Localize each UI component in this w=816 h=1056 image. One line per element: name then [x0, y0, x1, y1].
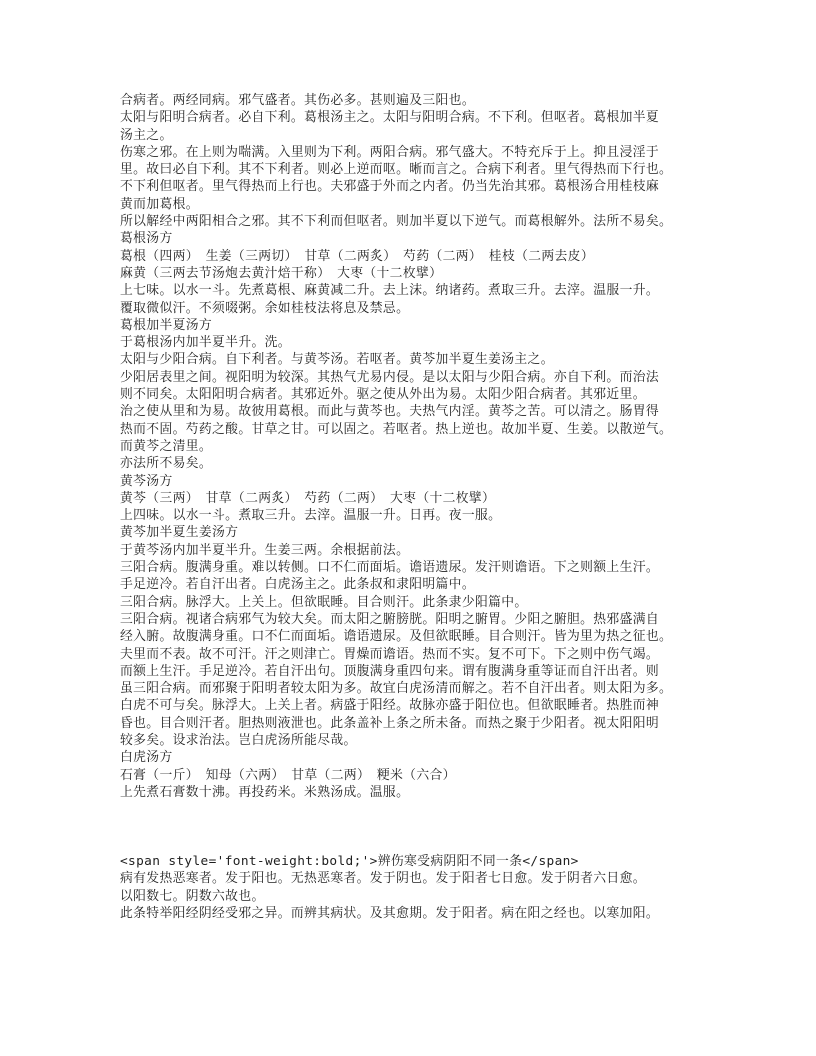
text-line: 黄芩（三两） 甘草（二两炙） 芍药（二两） 大枣（十二枚擘） — [120, 490, 496, 506]
text-line: 里。故曰必自下利。其不下利者。则必上逆而呕。晰而言之。合病下利者。里气得热而下行也。 — [120, 162, 673, 178]
text-line: 葛根加半夏汤方 — [120, 317, 213, 333]
text-line: 三阳合病。腹满身重。难以转侧。口不仁而面垢。谵语遗尿。发汗则谵语。下之则额上生汗。 — [120, 560, 660, 576]
text-line: 三阳合病。视诸合病邪气为较大矣。而太阳之腑膀胱。阳明之腑胃。少阳之腑胆。热邪盛满自 — [120, 611, 660, 627]
text-line: 以阳数七。阴数六故也。 — [120, 888, 265, 904]
text-line: 石膏（一斤） 知母（六两） 甘草（二两） 粳米（六合） — [120, 767, 456, 783]
text-line: 上四味。以水一斗。煮取三升。去滓。温服一升。日再。夜一服。 — [120, 508, 502, 524]
text-line: 上先煮石膏数十沸。再投药米。米熟汤成。温服。 — [120, 784, 410, 800]
text-line: 白虎不可与矣。脉浮大。上关上者。病盛于阳经。故脉亦盛于阳位也。但欲眠睡者。热胜而神 — [120, 698, 660, 714]
text-line: 不下利但呕者。里气得热而上行也。夫邪盛于外而之内者。仍当先治其邪。葛根汤合用桂枝麻 — [120, 179, 660, 195]
text-line: 汤主之。 — [120, 127, 173, 143]
text-line: 三阳合病。脉浮大。上关上。但欲眠睡。目合则汗。此条隶少阳篇中。 — [120, 594, 528, 610]
text-line: 覆取微似汗。不须啜粥。余如桂枝法将息及禁忌。 — [120, 300, 410, 316]
text-line: <span style='font-weight:bold;'>辨伤寒受病阴阳不同一条</span> — [120, 854, 579, 870]
text-line: 较多矣。设求治法。岂白虎汤所能尽哉。 — [120, 732, 357, 748]
text-line: 昏也。目合则汗者。胆热则液泄也。此条盖补上条之所未备。而热之聚于少阳者。视太阳阳明 — [120, 715, 660, 731]
text-line: 黄芩汤方 — [120, 473, 173, 489]
text-line: 治之使从里和为易。故彼用葛根。而此与黄芩也。夫热气内淫。黄芩之苦。可以清之。肠胃得 — [120, 404, 660, 420]
text-line: 葛根（四两） 生姜（三两切） 甘草（二两炙） 芍药（二两） 桂枝（二两去皮） — [120, 248, 594, 264]
document-page — [120, 92, 706, 922]
text-line: 手足逆冷。若自汗出者。白虎汤主之。此条叔和隶阳明篇中。 — [120, 577, 475, 593]
text-line: 亦法所不易矣。 — [120, 456, 213, 472]
text-line: 白虎汤方 — [120, 750, 173, 766]
text-line: 则不同矣。太阳阳明合病者。其邪近外。驱之使从外出为易。太阳少阳合病者。其邪近里。 — [120, 387, 646, 403]
text-line: 而黄芩之清里。 — [120, 438, 213, 454]
text-line: 于黄芩汤内加半夏半升。生姜三两。余根据前法。 — [120, 542, 410, 558]
text-line: 麻黄（三两去节汤炮去黄汁焙干称） 大枣（十二枚擘） — [120, 265, 443, 281]
text-line: 太阳与少阳合病。自下利者。与黄芩汤。若呕者。黄芩加半夏生姜汤主之。 — [120, 352, 554, 368]
text-line: 虽三阳合病。而邪聚于阳明者较太阳为多。故宜白虎汤清而解之。若不自汗出者。则太阳为多。 — [120, 681, 673, 697]
text-line: 于葛根汤内加半夏半升。洗。 — [120, 335, 291, 351]
text-line: 此条特举阳经阴经受邪之异。而辨其病状。及其愈期。发于阳者。病在阳之经也。以寒加阳。 — [120, 906, 660, 922]
text-line: 合病者。两经同病。邪气盛者。其伤必多。甚则遍及三阳也。 — [120, 93, 475, 108]
text-line: 而额上生汗。手足逆冷。若自汗出句。顶腹满身重四句来。谓有腹满身重等证而自汗出者。则 — [120, 663, 660, 679]
text-line: 太阳与阳明合病者。必自下利。葛根汤主之。太阳与阳明合病。不下利。但呕者。葛根加半夏 — [120, 110, 660, 126]
text-line: 伤寒之邪。在上则为喘满。入里则为下利。两阳合病。邪气盛大。不特充斥于上。抑且浸淫于 — [120, 144, 660, 160]
text-line: 黄而加葛根。 — [120, 196, 199, 212]
text-line: 所以解经中两阳相合之邪。其不下利而但呕者。则加半夏以下逆气。而葛根解外。法所不易矣。 — [120, 214, 673, 230]
text-line: 病有发热恶寒者。发于阳也。无热恶寒者。发于阴也。发于阳者七日愈。发于阴者六日愈。 — [120, 871, 646, 887]
text-line: 热而不固。芍药之酸。甘草之甘。可以固之。若呕者。热上逆也。故加半夏、生姜。以散逆气。 — [120, 421, 673, 437]
text-line: 少阳居表里之间。视阳明为较深。其热气尤易内侵。是以太阳与少阳合病。亦自下利。而治法 — [120, 369, 660, 385]
text-line: 经入腑。故腹满身重。口不仁而面垢。谵语遗尿。及但欲眠睡。目合则汗。皆为里为热之征也。 — [120, 629, 673, 645]
text-line: 黄芩加半夏生姜汤方 — [120, 525, 239, 541]
text-block-main — [120, 92, 706, 801]
section-gap — [120, 801, 706, 853]
text-line: 夫里而不表。故不可汗。汗之则津亡。胃燥而谵语。热而不实。复不可下。下之则中伤气竭。 — [120, 646, 660, 662]
text-line: 上七味。以水一斗。先煮葛根、麻黄减二升。去上沫。纳诸药。煮取三升。去滓。温服一升。 — [120, 283, 660, 299]
text-block-next-section — [120, 853, 706, 922]
text-line: 葛根汤方 — [120, 231, 173, 247]
